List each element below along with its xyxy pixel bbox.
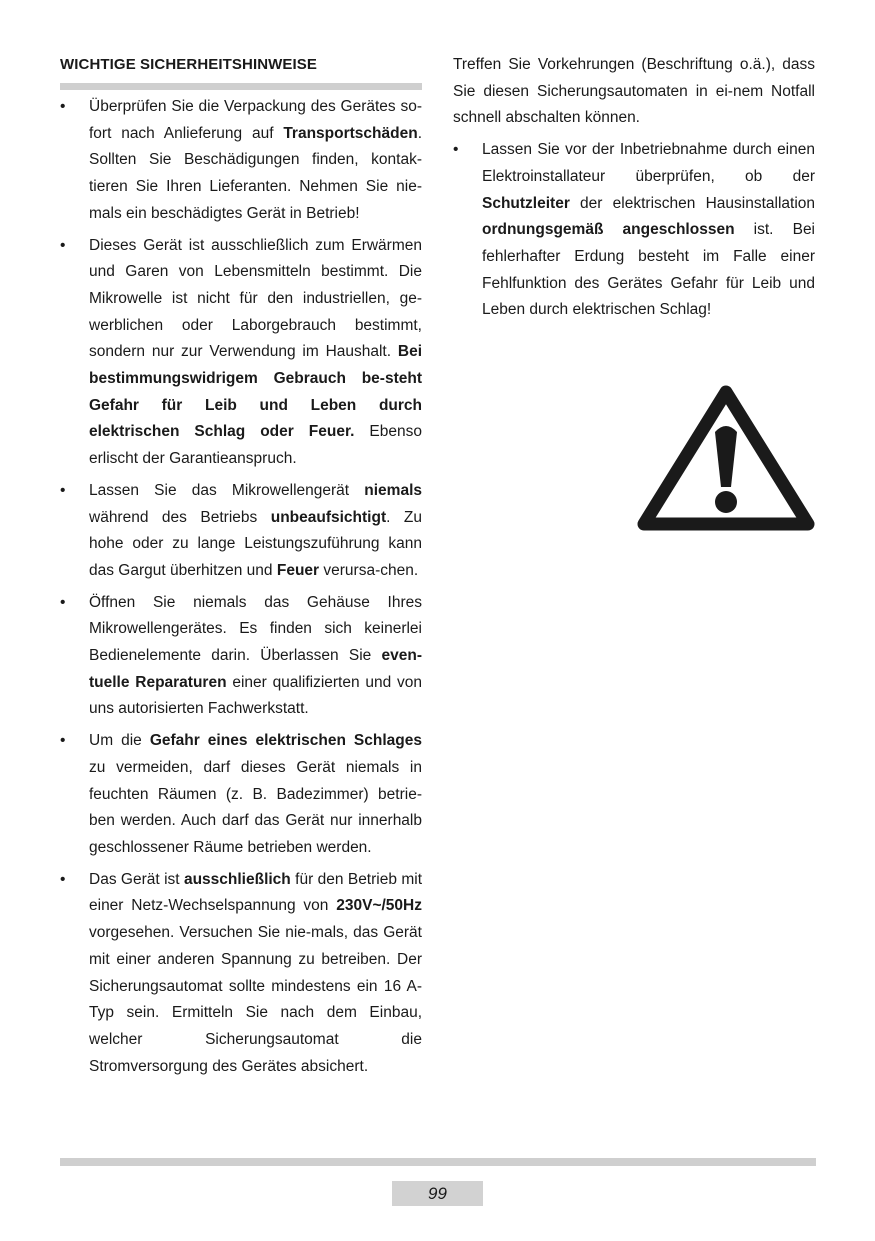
item-bold-text: Bei bestimmungswidrigem Gebrauch be-steht Gefahr für Leib und Leben durch elektrischen Schlag oder Feuer.	[89, 343, 422, 441]
item-text: Ebenso erlischt der Garantieanspruch.	[89, 423, 422, 468]
item-text: der elektrischen Hausinstallation	[569, 194, 815, 212]
list-item	[453, 137, 815, 324]
item-text: Dieses Gerät ist ausschließlich zum Erwärmen und Garen von Lebensmitteln bestimmt. Die Mikrowelle ist nicht für den industriellen, ge-werblichen oder Laborgebrauch bestimmt, sondern nur zur Verwendung im Haushalt.	[89, 236, 422, 361]
item-bold-text: unbeaufsichtigt	[270, 508, 387, 526]
item-bold-text: even-tuelle Reparaturen	[89, 647, 422, 691]
item-text: Lassen Sie das Mikrowellengerät	[89, 481, 365, 499]
right-column	[453, 52, 815, 329]
item-text: Lassen Sie vor der Inbetriebnahme durch einen Elektroinstallateur überprüfen, ob der	[482, 141, 815, 185]
item-bold-text: Gefahr eines elektrischen Schlages	[149, 732, 422, 750]
item-text: verursa-chen.	[319, 561, 419, 579]
item-bold-text: Transportschäden	[283, 124, 418, 142]
item-text: vorgesehen. Versuchen Sie nie-mals, das Gerät mit einer anderen Spannung zu betreiben. Der Sicherungsautomat sollte mindestens ein 16 A-Typ sein. Ermitteln Sie nach dem Einbau, welcher Sicherungsautomat die Stromversorgung des Gerätes absichert.	[89, 924, 422, 1075]
item-text: ist. Bei fehlerhafter Erdung besteht im Falle einer Fehlfunktion des Gerätes Gefahr für Leib und Leben durch elektrischen Schlag!	[482, 221, 816, 319]
item-bold-text: ausschließlich	[183, 870, 291, 888]
heading-rule	[60, 83, 422, 90]
continued-paragraph: Treffen Sie Vorkehrungen (Beschriftung o.ä.), dass Sie diesen Sicherungsautomaten in ei-nem Notfall schnell abschalten können.	[453, 56, 815, 127]
item-bold-text: niemals	[364, 481, 422, 499]
item-bold-text: 230V~/50Hz	[336, 897, 422, 915]
item-text: einer qualifizierten und von uns autorisierten Fachwerkstatt.	[89, 673, 422, 718]
list-item	[60, 94, 422, 228]
item-text: für den Betrieb mit einer Netz-Wechselspannung von	[89, 870, 422, 915]
warning-triangle-icon	[636, 382, 816, 532]
bullet: •	[453, 141, 459, 159]
left-column	[60, 94, 422, 1085]
section-heading: WICHTIGE SICHERHEITSHINWEISE	[60, 56, 317, 73]
list-item	[60, 728, 422, 862]
item-text: Das Gerät ist	[89, 870, 184, 888]
list-item	[60, 478, 422, 585]
item-text: Überprüfen Sie die Verpackung des Gerätes so-fort nach Anlieferung auf	[89, 98, 422, 142]
list-item	[60, 867, 422, 1081]
footer-rule	[60, 1158, 816, 1166]
bullet: •	[60, 481, 66, 499]
page-number: 99	[392, 1181, 483, 1206]
bullet: •	[60, 732, 66, 750]
item-text: zu vermeiden, darf dieses Gerät niemals in feuchten Räumen (z. B. Badezimmer) betrie-ben werden. Auch darf das Gerät nur innerhalb geschlossener Räume betrieben werden.	[89, 758, 422, 856]
bullet: •	[60, 98, 66, 115]
bullet: •	[60, 236, 66, 254]
item-text: während des Betriebs	[89, 508, 271, 526]
item-text: . Sollten Sie Beschädigungen finden, kontak-tieren Sie Ihren Lieferanten. Nehmen Sie nie-mals ein beschädigtes Gerät in Betrieb!	[89, 124, 422, 222]
list-item	[60, 590, 422, 724]
item-text: Um die	[89, 732, 150, 750]
item-bold-text: Feuer	[276, 561, 320, 579]
item-text: . Zu hohe oder zu lange Leistungszuführung kann das Gargut überhitzen und	[89, 508, 422, 579]
bullet: •	[60, 870, 66, 888]
item-text: Öffnen Sie niemals das Gehäuse Ihres Mikrowellengerätes. Es finden sich keinerlei Bedienelemente darin. Überlassen Sie	[89, 593, 422, 665]
list-item	[60, 233, 422, 473]
item-bold-text: ordnungsgemäß angeschlossen	[482, 221, 735, 239]
bullet: •	[60, 593, 66, 611]
item-bold-text: Schutzleiter	[482, 194, 570, 212]
